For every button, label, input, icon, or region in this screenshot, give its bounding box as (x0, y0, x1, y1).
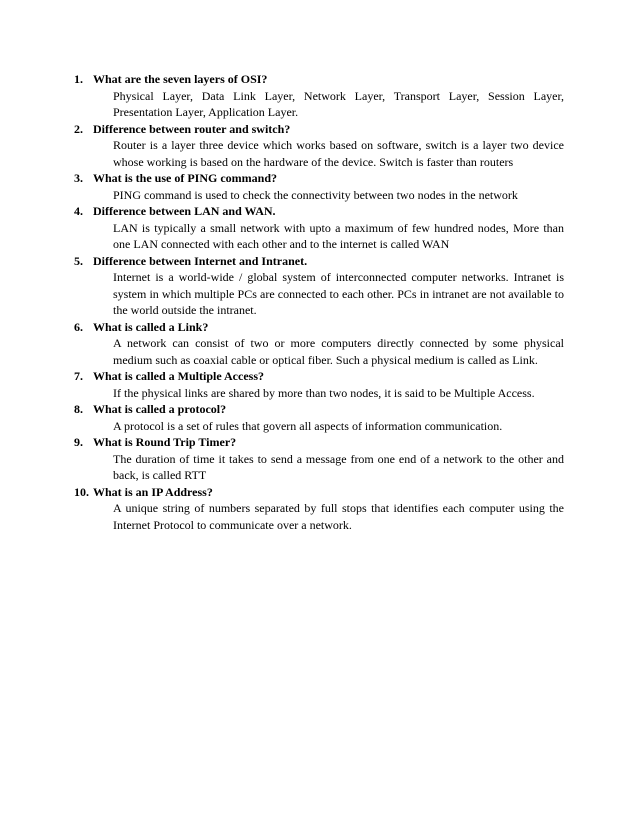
answer-text: Physical Layer, Data Link Layer, Network Layer, Transport Layer, Session Layer, Presentation Layer, Application Layer. (113, 88, 564, 119)
question-number: 10. (74, 484, 89, 499)
question-text: Difference between router and switch? (93, 121, 291, 136)
question-heading (74, 319, 564, 336)
question-heading (74, 253, 564, 270)
question-text: What is called a Link? (93, 319, 209, 334)
answer-text: Router is a layer three device which works based on software, switch is a layer two device whose working is based on the hardware of the device. Switch is faster than routers (113, 138, 564, 169)
question-number: 2. (74, 121, 83, 136)
question-number: 7. (74, 369, 83, 383)
question-number: 9. (74, 435, 83, 449)
question-text: What is called a protocol? (93, 402, 227, 416)
question-text: What is Round Trip Timer? (93, 435, 237, 449)
answer-text: Internet is a world-wide / global system of interconnected computer networks. Intranet is system in which multiple PCs are connected to each other. PCs in intranet are not available to the world outside the intranet. (113, 270, 564, 317)
question-text: What is the use of PING command? (93, 171, 278, 185)
question-heading (74, 170, 564, 187)
question-heading (74, 203, 564, 220)
question-heading (74, 401, 564, 418)
answer-text: A unique string of numbers separated by full stops that identifies each computer using the Internet Protocol to communicate over a network. (113, 501, 564, 532)
question-heading (74, 368, 564, 385)
list-item (74, 203, 564, 253)
question-text: What is an IP Address? (93, 484, 213, 499)
question-number: 6. (74, 319, 83, 334)
answer-text: The duration of time it takes to send a message from one end of a network to the other and back, is called RTT (113, 451, 564, 482)
list-item (74, 71, 564, 121)
answer-text: A network can consist of two or more computers directly connected by some physical medium such as coaxial cable or optical fiber. Such a physical medium is called as Link. (113, 336, 564, 367)
list-item (74, 121, 564, 171)
answer-text: PING command is used to check the connectivity between two nodes in the network (113, 187, 518, 202)
answer-text: If the physical links are shared by more than two nodes, it is said to be Multiple Access. (113, 385, 535, 400)
question-text: What is called a Multiple Access? (93, 369, 264, 383)
answer-text: A protocol is a set of rules that govern all aspects of information communication. (113, 418, 503, 433)
list-item (74, 170, 564, 203)
question-heading (74, 71, 564, 88)
question-heading (74, 434, 564, 451)
question-text: Difference between Internet and Intranet. (93, 253, 308, 268)
question-number: 3. (74, 171, 83, 185)
question-text: Difference between LAN and WAN. (93, 204, 276, 218)
question-number: 1. (74, 72, 83, 86)
answer-text: LAN is typically a small network with upto a maximum of few hundred nodes, More than one LAN connected with each other and to the internet is called WAN (113, 220, 564, 251)
list-item (74, 319, 564, 369)
question-text: What are the seven layers of OSI? (93, 72, 268, 86)
question-number: 5. (74, 253, 83, 268)
question-list (74, 71, 564, 533)
question-number: 4. (74, 204, 83, 218)
list-item (74, 368, 564, 401)
list-item (74, 401, 564, 434)
list-item (74, 434, 564, 484)
question-heading (74, 121, 564, 138)
list-item (74, 253, 564, 319)
question-heading (74, 484, 564, 501)
list-item (74, 484, 564, 534)
question-number: 8. (74, 402, 83, 416)
